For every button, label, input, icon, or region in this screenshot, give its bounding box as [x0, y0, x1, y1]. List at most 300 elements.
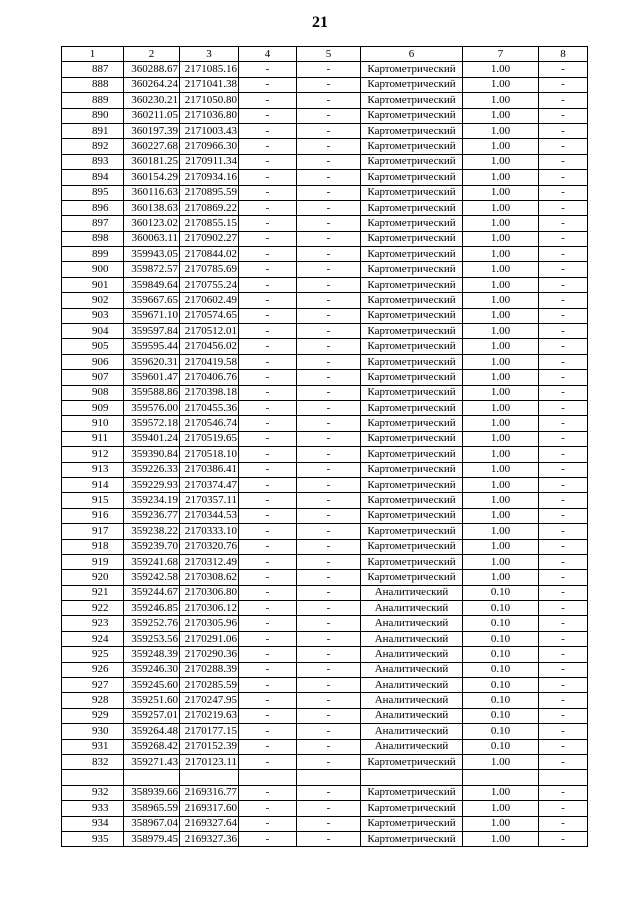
coord-x-cell: 360123.02 [124, 216, 180, 231]
point-number-cell: 926 [62, 662, 124, 677]
coord-y-cell: 2170574.65 [180, 308, 239, 323]
point-number-cell: 894 [62, 170, 124, 185]
col-8-value-cell: - [539, 601, 588, 616]
coord-x-cell: 360288.67 [124, 62, 180, 77]
col-4-value-cell: - [239, 200, 297, 215]
coordinates-table [61, 46, 588, 847]
point-number-cell: 911 [62, 431, 124, 446]
table-row [62, 647, 588, 662]
coord-x-cell: 359253.56 [124, 631, 180, 646]
method-cell: Картометрический [361, 247, 463, 262]
col-4-value-cell: - [239, 831, 297, 846]
method-cell: Картометрический [361, 108, 463, 123]
col-8-value-cell: - [539, 77, 588, 92]
col-8-value-cell: - [539, 539, 588, 554]
col-4-value-cell: - [239, 493, 297, 508]
point-number-cell: 930 [62, 724, 124, 739]
col-8-value-cell: - [539, 123, 588, 138]
coord-y-cell: 2169327.64 [180, 816, 239, 831]
col-8-value-cell: - [539, 524, 588, 539]
method-cell: Аналитический [361, 708, 463, 723]
col-4-value-cell: - [239, 462, 297, 477]
accuracy-cell: 1.00 [463, 247, 539, 262]
col-5-value-cell [297, 770, 361, 785]
coord-y-cell: 2170966.30 [180, 139, 239, 154]
method-cell: Картометрический [361, 754, 463, 769]
point-number-cell: 832 [62, 754, 124, 769]
method-cell: Картометрический [361, 493, 463, 508]
coord-y-cell: 2170546.74 [180, 416, 239, 431]
col-4-value-cell: - [239, 647, 297, 662]
point-number-cell: 929 [62, 708, 124, 723]
accuracy-cell: 1.00 [463, 801, 539, 816]
accuracy-cell: 1.00 [463, 416, 539, 431]
col-5-value-cell: - [297, 785, 361, 800]
col-4-value-cell: - [239, 816, 297, 831]
accuracy-cell: 1.00 [463, 185, 539, 200]
method-cell: Картометрический [361, 293, 463, 308]
col-4-value-cell: - [239, 570, 297, 585]
col-8-value-cell: - [539, 108, 588, 123]
method-cell: Картометрический [361, 154, 463, 169]
table-row [62, 231, 588, 246]
coord-x-cell: 360116.63 [124, 185, 180, 200]
col-4-value-cell: - [239, 216, 297, 231]
col-8-value-cell: - [539, 200, 588, 215]
coord-x-cell: 360230.21 [124, 93, 180, 108]
point-number-cell: 904 [62, 324, 124, 339]
col-8-value-cell: - [539, 508, 588, 523]
col-4-value-cell: - [239, 400, 297, 415]
method-cell: Аналитический [361, 662, 463, 677]
point-number-cell: 901 [62, 277, 124, 292]
col-5-value-cell: - [297, 724, 361, 739]
col-5-value-cell: - [297, 293, 361, 308]
col-5-value-cell: - [297, 493, 361, 508]
column-header: 3 [180, 47, 239, 62]
accuracy-cell: 0.10 [463, 585, 539, 600]
coord-x-cell: 359872.57 [124, 262, 180, 277]
method-cell: Картометрический [361, 277, 463, 292]
accuracy-cell: 1.00 [463, 154, 539, 169]
col-4-value-cell: - [239, 616, 297, 631]
method-cell: Картометрический [361, 447, 463, 462]
coord-x-cell: 359242.58 [124, 570, 180, 585]
coord-x-cell: 359601.47 [124, 370, 180, 385]
col-8-value-cell: - [539, 678, 588, 693]
col-4-value-cell: - [239, 631, 297, 646]
coord-x-cell: 359401.24 [124, 431, 180, 446]
col-4-value-cell: - [239, 524, 297, 539]
coord-y-cell: 2170320.76 [180, 539, 239, 554]
table-row [62, 601, 588, 616]
col-4-value-cell: - [239, 708, 297, 723]
table-row [62, 262, 588, 277]
accuracy-cell: 1.00 [463, 831, 539, 846]
accuracy-cell: 1.00 [463, 277, 539, 292]
accuracy-cell: 1.00 [463, 293, 539, 308]
col-5-value-cell: - [297, 123, 361, 138]
col-8-value-cell: - [539, 631, 588, 646]
col-8-value-cell: - [539, 693, 588, 708]
coord-x-cell: 360197.39 [124, 123, 180, 138]
table-row [62, 785, 588, 800]
point-number-cell: 910 [62, 416, 124, 431]
col-5-value-cell: - [297, 216, 361, 231]
point-number-cell: 906 [62, 354, 124, 369]
coord-x-cell: 359572.18 [124, 416, 180, 431]
point-number-cell: 935 [62, 831, 124, 846]
col-5-value-cell: - [297, 431, 361, 446]
col-5-value-cell: - [297, 108, 361, 123]
table-row [62, 62, 588, 77]
col-4-value-cell: - [239, 77, 297, 92]
coord-y-cell: 2170305.96 [180, 616, 239, 631]
col-8-value-cell: - [539, 616, 588, 631]
col-5-value-cell: - [297, 277, 361, 292]
point-number-cell: 921 [62, 585, 124, 600]
col-5-value-cell: - [297, 400, 361, 415]
coord-x-cell: 360264.24 [124, 77, 180, 92]
method-cell: Картометрический [361, 170, 463, 185]
table-row [62, 678, 588, 693]
col-5-value-cell: - [297, 662, 361, 677]
accuracy-cell: 1.00 [463, 785, 539, 800]
coord-x-cell: 358939.66 [124, 785, 180, 800]
accuracy-cell: 1.00 [463, 308, 539, 323]
method-cell: Картометрический [361, 185, 463, 200]
table-row [62, 293, 588, 308]
method-cell: Картометрический [361, 554, 463, 569]
accuracy-cell: 0.10 [463, 724, 539, 739]
accuracy-cell: 1.00 [463, 462, 539, 477]
table-row [62, 724, 588, 739]
accuracy-cell: 0.10 [463, 601, 539, 616]
coord-y-cell: 2171050.80 [180, 93, 239, 108]
coord-x-cell: 360154.29 [124, 170, 180, 185]
col-8-value-cell: - [539, 62, 588, 77]
point-number-cell: 933 [62, 801, 124, 816]
method-cell: Картометрический [361, 354, 463, 369]
col-5-value-cell: - [297, 324, 361, 339]
column-header: 5 [297, 47, 361, 62]
coord-y-cell: 2170419.58 [180, 354, 239, 369]
coord-y-cell: 2170291.06 [180, 631, 239, 646]
col-8-value-cell: - [539, 493, 588, 508]
col-8-value-cell: - [539, 139, 588, 154]
accuracy-cell: 1.00 [463, 123, 539, 138]
col-5-value-cell: - [297, 370, 361, 385]
method-cell: Картометрический [361, 385, 463, 400]
method-cell: Картометрический [361, 139, 463, 154]
col-4-value-cell: - [239, 370, 297, 385]
col-8-value-cell: - [539, 462, 588, 477]
accuracy-cell: 1.00 [463, 200, 539, 215]
col-5-value-cell: - [297, 739, 361, 754]
coord-x-cell: 359264.48 [124, 724, 180, 739]
coord-y-cell: 2169317.60 [180, 801, 239, 816]
table-row [62, 662, 588, 677]
table-row [62, 739, 588, 754]
method-cell: Аналитический [361, 616, 463, 631]
table-row [62, 354, 588, 369]
table-row [62, 216, 588, 231]
coord-x-cell: 358967.04 [124, 816, 180, 831]
coord-x-cell: 359667.65 [124, 293, 180, 308]
col-8-value-cell: - [539, 385, 588, 400]
col-5-value-cell: - [297, 477, 361, 492]
method-cell: Картометрический [361, 231, 463, 246]
col-8-value-cell: - [539, 831, 588, 846]
col-8-value-cell: - [539, 416, 588, 431]
coord-x-cell: 359595.44 [124, 339, 180, 354]
col-5-value-cell: - [297, 801, 361, 816]
accuracy-cell: 1.00 [463, 385, 539, 400]
method-cell: Аналитический [361, 585, 463, 600]
col-8-value-cell: - [539, 93, 588, 108]
table-row [62, 385, 588, 400]
col-5-value-cell: - [297, 647, 361, 662]
col-8-value-cell: - [539, 216, 588, 231]
coord-y-cell: 2170755.24 [180, 277, 239, 292]
col-4-value-cell: - [239, 385, 297, 400]
point-number-cell: 912 [62, 447, 124, 462]
col-4-value-cell: - [239, 416, 297, 431]
table-row [62, 123, 588, 138]
col-8-value-cell: - [539, 400, 588, 415]
coord-y-cell: 2170344.53 [180, 508, 239, 523]
coord-x-cell: 359226.33 [124, 462, 180, 477]
table-row [62, 277, 588, 292]
col-5-value-cell: - [297, 601, 361, 616]
coord-y-cell: 2170869.22 [180, 200, 239, 215]
point-number-cell: 902 [62, 293, 124, 308]
accuracy-cell: 1.00 [463, 508, 539, 523]
col-8-value-cell: - [539, 724, 588, 739]
point-number-cell: 899 [62, 247, 124, 262]
col-8-value-cell: - [539, 247, 588, 262]
method-cell: Картометрический [361, 801, 463, 816]
col-4-value-cell: - [239, 123, 297, 138]
method-cell: Картометрический [361, 400, 463, 415]
coord-y-cell: 2170512.01 [180, 324, 239, 339]
column-header: 4 [239, 47, 297, 62]
coord-y-cell: 2170785.69 [180, 262, 239, 277]
method-cell: Картометрический [361, 339, 463, 354]
accuracy-cell [463, 770, 539, 785]
col-5-value-cell: - [297, 231, 361, 246]
table-row [62, 93, 588, 108]
col-4-value-cell: - [239, 339, 297, 354]
accuracy-cell: 1.00 [463, 324, 539, 339]
table-row [62, 708, 588, 723]
col-5-value-cell: - [297, 554, 361, 569]
coord-y-cell: 2170518.10 [180, 447, 239, 462]
coord-y-cell: 2171041.38 [180, 77, 239, 92]
table-row [62, 801, 588, 816]
point-number-cell: 922 [62, 601, 124, 616]
col-5-value-cell: - [297, 139, 361, 154]
col-4-value-cell: - [239, 539, 297, 554]
coord-x-cell: 359246.85 [124, 601, 180, 616]
coord-x-cell: 359236.77 [124, 508, 180, 523]
col-5-value-cell: - [297, 462, 361, 477]
col-5-value-cell: - [297, 308, 361, 323]
col-8-value-cell: - [539, 262, 588, 277]
point-number-cell: 890 [62, 108, 124, 123]
method-cell: Картометрический [361, 123, 463, 138]
accuracy-cell: 1.00 [463, 62, 539, 77]
coord-x-cell: 359849.64 [124, 277, 180, 292]
point-number-cell: 928 [62, 693, 124, 708]
col-8-value-cell: - [539, 801, 588, 816]
point-number-cell: 908 [62, 385, 124, 400]
accuracy-cell: 0.10 [463, 678, 539, 693]
col-4-value-cell: - [239, 477, 297, 492]
accuracy-cell: 1.00 [463, 816, 539, 831]
coord-y-cell: 2170406.76 [180, 370, 239, 385]
column-header: 6 [361, 47, 463, 62]
coord-x-cell: 359234.19 [124, 493, 180, 508]
coord-y-cell: 2170312.49 [180, 554, 239, 569]
coord-y-cell: 2170386.41 [180, 462, 239, 477]
col-4-value-cell: - [239, 93, 297, 108]
method-cell: Картометрический [361, 462, 463, 477]
table-row [62, 816, 588, 831]
col-4-value-cell: - [239, 754, 297, 769]
method-cell: Картометрический [361, 308, 463, 323]
table-row [62, 77, 588, 92]
coord-x-cell: 359251.60 [124, 693, 180, 708]
accuracy-cell: 0.10 [463, 647, 539, 662]
col-8-value-cell: - [539, 293, 588, 308]
accuracy-cell: 1.00 [463, 139, 539, 154]
table-row [62, 693, 588, 708]
col-5-value-cell: - [297, 616, 361, 631]
col-8-value-cell: - [539, 339, 588, 354]
coord-y-cell: 2170602.49 [180, 293, 239, 308]
coord-y-cell: 2170306.12 [180, 601, 239, 616]
table-row [62, 462, 588, 477]
method-cell: Картометрический [361, 508, 463, 523]
coord-x-cell: 358965.59 [124, 801, 180, 816]
coord-x-cell: 359244.67 [124, 585, 180, 600]
col-8-value-cell: - [539, 308, 588, 323]
point-number-cell: 888 [62, 77, 124, 92]
table-row [62, 616, 588, 631]
page-number: 21 [312, 14, 328, 31]
method-cell: Картометрический [361, 324, 463, 339]
col-8-value-cell: - [539, 477, 588, 492]
col-4-value-cell: - [239, 170, 297, 185]
method-cell: Картометрический [361, 431, 463, 446]
col-8-value-cell: - [539, 231, 588, 246]
coord-x-cell: 360063.11 [124, 231, 180, 246]
method-cell: Картометрический [361, 539, 463, 554]
column-header: 8 [539, 47, 588, 62]
coord-y-cell: 2170306.80 [180, 585, 239, 600]
col-8-value-cell: - [539, 354, 588, 369]
col-8-value-cell: - [539, 739, 588, 754]
col-5-value-cell: - [297, 539, 361, 554]
col-4-value-cell: - [239, 293, 297, 308]
accuracy-cell: 1.00 [463, 339, 539, 354]
point-number-cell: 897 [62, 216, 124, 231]
point-number-cell: 927 [62, 678, 124, 693]
coord-x-cell: 359229.93 [124, 477, 180, 492]
point-number-cell: 896 [62, 200, 124, 215]
coord-y-cell: 2170285.59 [180, 678, 239, 693]
point-number-cell: 887 [62, 62, 124, 77]
method-cell: Картометрический [361, 262, 463, 277]
col-5-value-cell: - [297, 447, 361, 462]
point-number-cell: 900 [62, 262, 124, 277]
col-8-value-cell: - [539, 277, 588, 292]
col-4-value-cell: - [239, 585, 297, 600]
coord-x-cell: 359238.22 [124, 524, 180, 539]
point-number-cell: 913 [62, 462, 124, 477]
table-row [62, 493, 588, 508]
method-cell: Аналитический [361, 647, 463, 662]
method-cell: Картометрический [361, 62, 463, 77]
col-4-value-cell: - [239, 108, 297, 123]
coord-x-cell: 359246.30 [124, 662, 180, 677]
col-4-value-cell: - [239, 724, 297, 739]
accuracy-cell: 1.00 [463, 77, 539, 92]
coord-x-cell: 359588.86 [124, 385, 180, 400]
accuracy-cell: 0.10 [463, 739, 539, 754]
point-number-cell: 909 [62, 400, 124, 415]
method-cell: Картометрический [361, 216, 463, 231]
col-4-value-cell: - [239, 247, 297, 262]
coord-x-cell: 359390.84 [124, 447, 180, 462]
column-header: 2 [124, 47, 180, 62]
col-4-value-cell: - [239, 678, 297, 693]
point-number-cell: 916 [62, 508, 124, 523]
coord-y-cell: 2170374.47 [180, 477, 239, 492]
col-5-value-cell: - [297, 200, 361, 215]
col-8-value-cell: - [539, 370, 588, 385]
table-row [62, 477, 588, 492]
coord-y-cell: 2170247.95 [180, 693, 239, 708]
col-4-value-cell: - [239, 139, 297, 154]
col-4-value-cell: - [239, 785, 297, 800]
col-4-value-cell: - [239, 508, 297, 523]
point-number-cell: 919 [62, 554, 124, 569]
coord-y-cell: 2171085.16 [180, 62, 239, 77]
point-number-cell: 905 [62, 339, 124, 354]
table-body [62, 62, 588, 847]
coord-y-cell: 2169327.36 [180, 831, 239, 846]
col-4-value-cell: - [239, 354, 297, 369]
accuracy-cell: 1.00 [463, 754, 539, 769]
col-5-value-cell: - [297, 62, 361, 77]
point-number-cell: 891 [62, 123, 124, 138]
coord-x-cell: 359252.76 [124, 616, 180, 631]
col-8-value-cell: - [539, 708, 588, 723]
coord-y-cell: 2170456.02 [180, 339, 239, 354]
method-cell: Картометрический [361, 200, 463, 215]
coord-y-cell: 2170177.15 [180, 724, 239, 739]
coord-y-cell: 2170911.34 [180, 154, 239, 169]
method-cell: Картометрический [361, 370, 463, 385]
col-5-value-cell: - [297, 754, 361, 769]
accuracy-cell: 1.00 [463, 216, 539, 231]
point-number-cell: 932 [62, 785, 124, 800]
col-4-value-cell: - [239, 662, 297, 677]
coord-y-cell: 2170219.63 [180, 708, 239, 723]
coord-y-cell: 2170934.16 [180, 170, 239, 185]
